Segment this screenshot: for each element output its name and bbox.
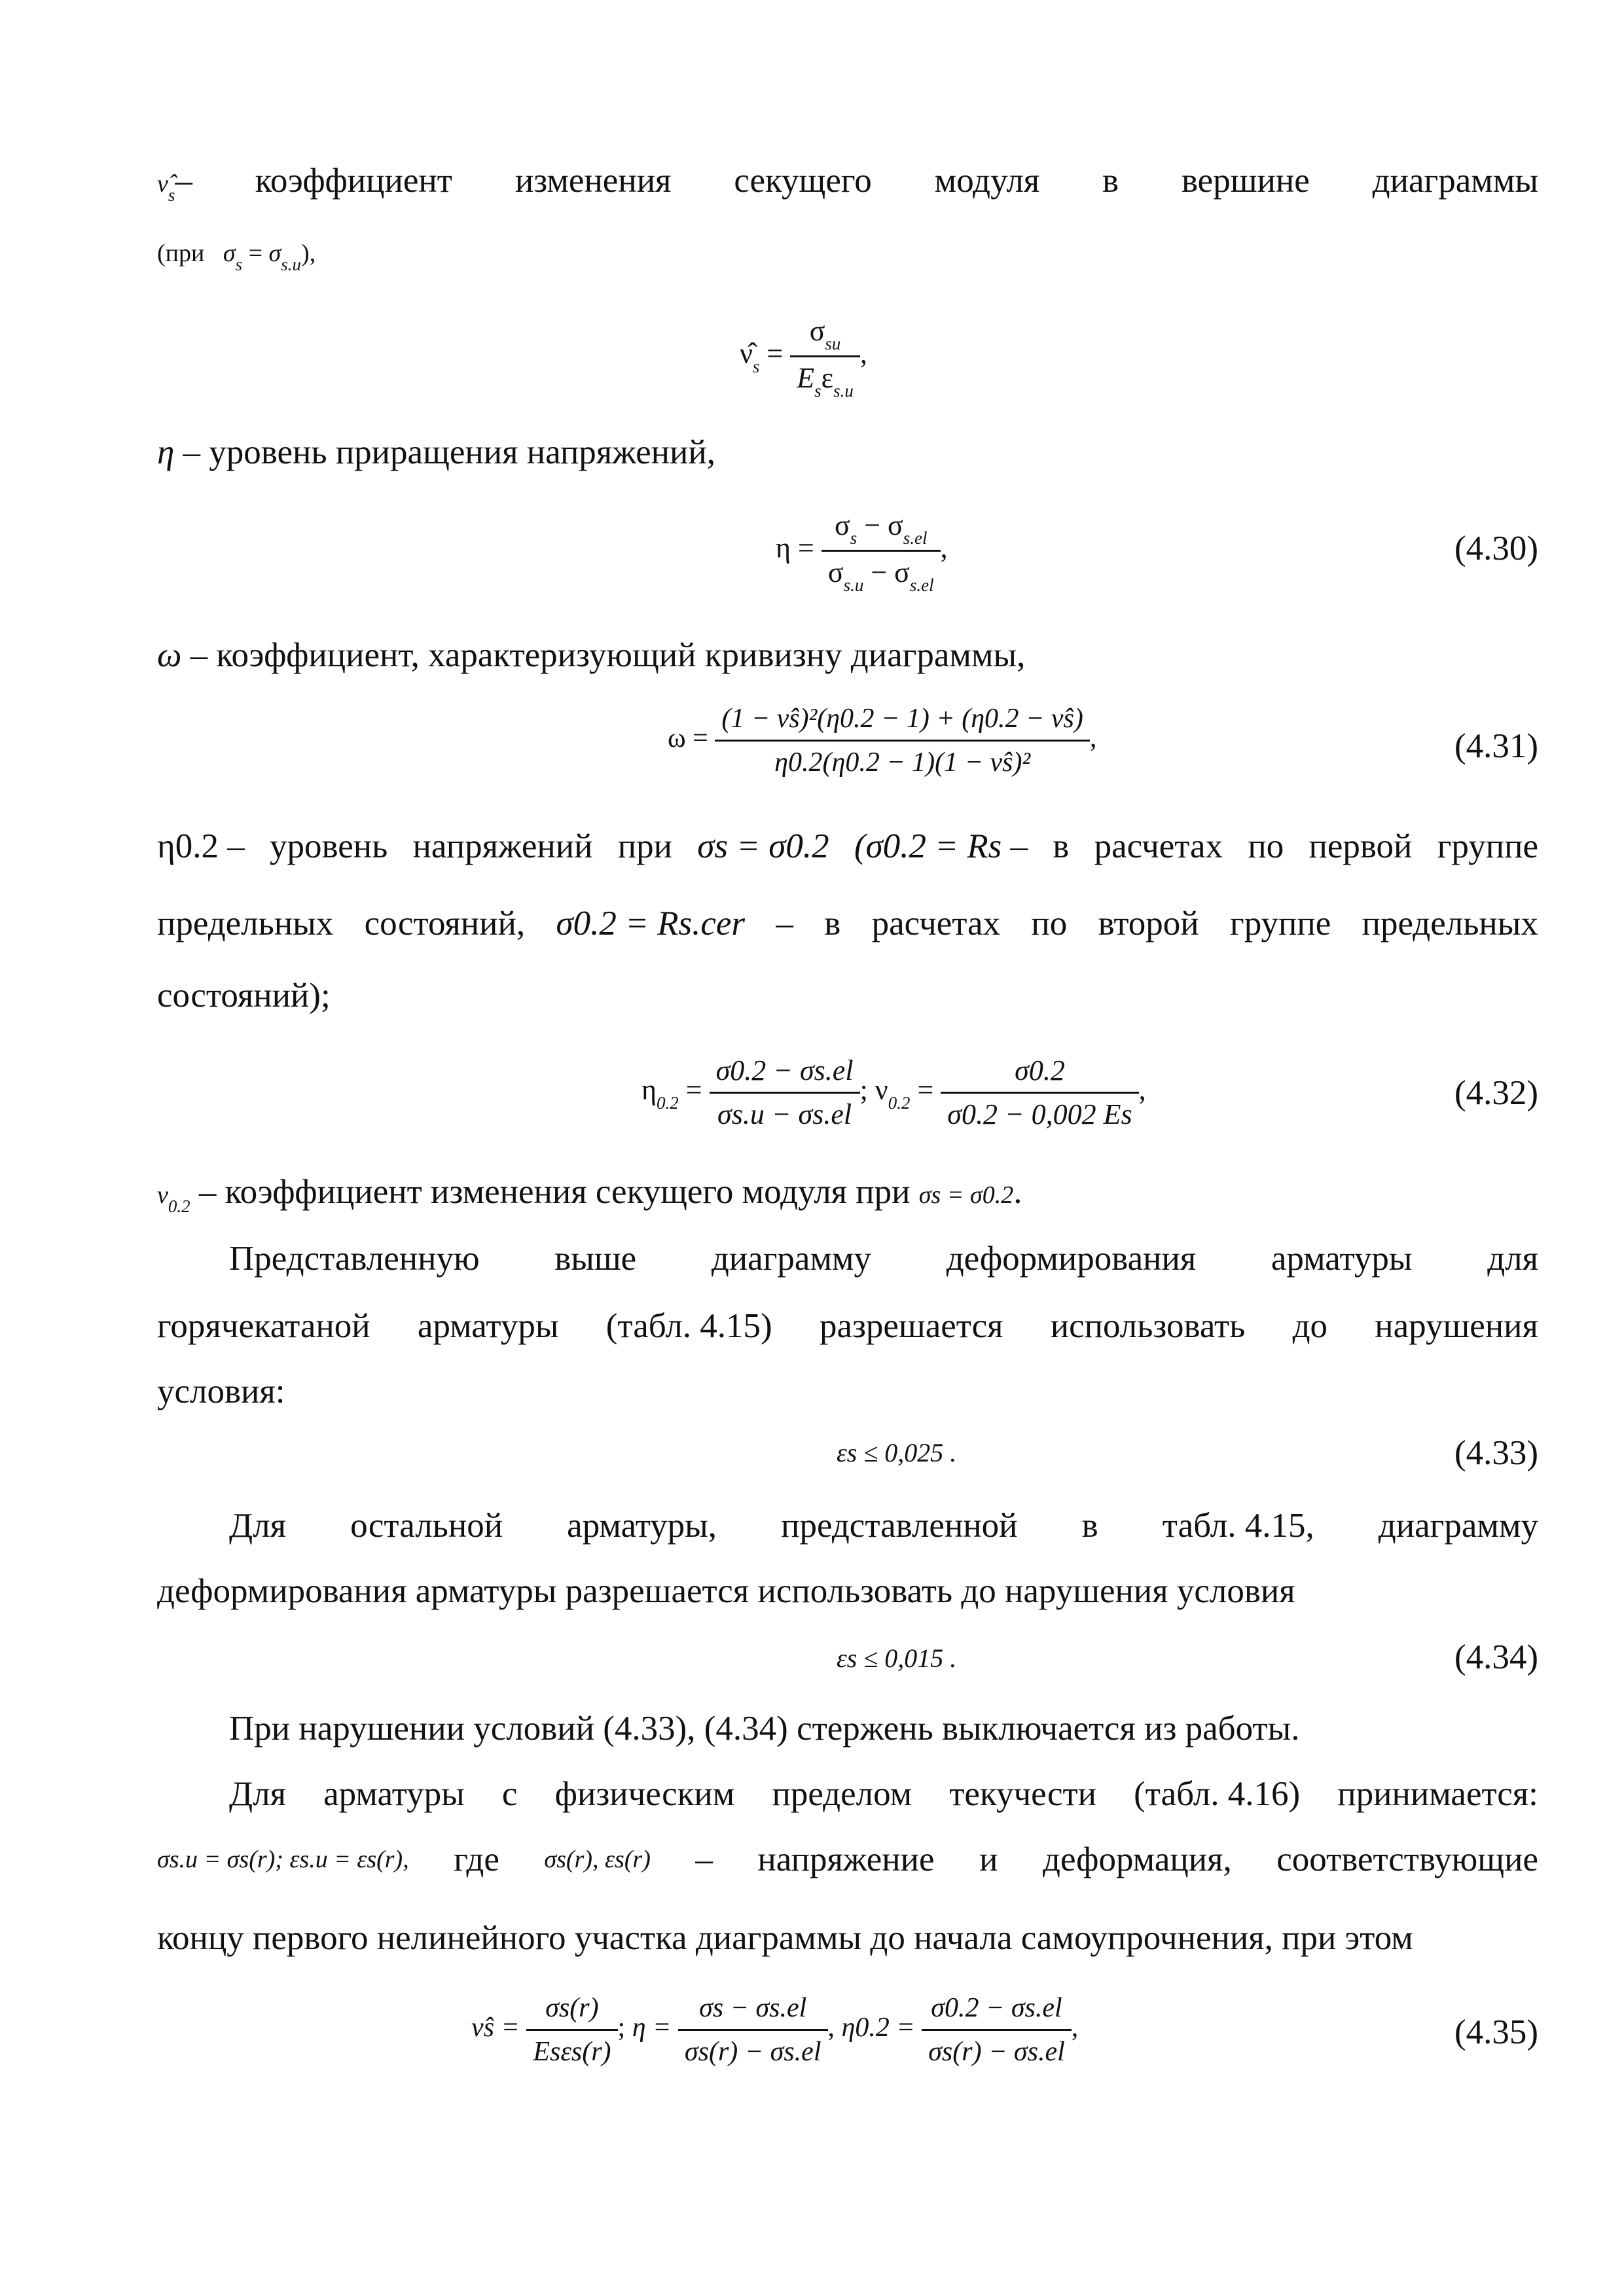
hot-rolled-line-3: условия: [157, 1372, 285, 1410]
formula-nu-hat: $\nû_s$ = $\frac{\sigma_{su}}{E_s\varepsilon_{s.u}}$ , [740, 315, 867, 401]
nu-hat-symbol: $\nû_s-$ [157, 162, 192, 205]
word: диаграммы [1372, 162, 1538, 200]
other-line-2: деформирования арматуры разрешается использовать до нарушения условия [157, 1572, 1295, 1610]
eta02-line-2: предельных состояний, σ0.2 = Rs.cer – в расчетах по второй группе предельных [157, 905, 1538, 942]
formula-4-30: η = $\frac{\sigma_s - \sigma_{s.el}}{\sigma_{s.u} - \sigma_{s.el}}$ , [776, 509, 948, 595]
other-line-1: Для остальной арматуры, представленной в табл. 4.15, диаграмму [229, 1507, 1538, 1545]
word: модуля [934, 162, 1040, 200]
formula-4-35: ν̂s = $\frac{\sigma s(r)}{\text{Esεs(r)}}$ ; η = $\frac{\sigma s - \sigma s.el}{\sigma s(r) - \sigma s.el}$ , η0.2 = $\frac{\sigma 0.2 - \sigma s.el}{\sigma s(r) - \sigma s.el}$ , [471, 1993, 1079, 2067]
word: в [1102, 162, 1119, 200]
hot-rolled-line-2: горячекатаной арматуры (табл. 4.15) разрешается использовать до нарушения [157, 1307, 1538, 1345]
phys-line-2: σs.u = σs(r); εs.u = εs(r), где σs(r), εs(r) – напряжение и деформация, соответствующие [157, 1840, 1538, 1878]
hot-rolled-line-1: Представленную выше диаграмму деформирования арматуры для [229, 1240, 1538, 1278]
equation-number-4-35: (4.35) [1454, 2013, 1538, 2051]
equation-number-4-31: (4.31) [1454, 727, 1538, 765]
omega-definition: ω – коэффициент, характеризующий кривизну диаграммы, [157, 636, 1026, 674]
equation-number-4-33: (4.33) [1454, 1434, 1538, 1472]
formula-4-32: $\eta_{0.2}$ = $\frac{\sigma 0.2 - \sigma s.el}{\sigma s.u - \sigma s.el}$ ; $\nu_{0.2}$ = $\frac{\sigma 0.2}{\sigma 0.2 - 0,002 Es}$ , [641, 1054, 1146, 1130]
equation-number-4-30: (4.30) [1454, 529, 1538, 567]
formula-4-34: εs ≤ 0,015 . [837, 1643, 957, 1673]
para-nu-definition [157, 160, 1538, 206]
word: изменения [514, 162, 672, 200]
equation-number-4-34: (4.34) [1454, 1638, 1538, 1676]
nu02-definition: $\nu_{0.2}$ – коэффициент изменения секущего модуля при σs = σ0.2. [157, 1173, 1022, 1216]
word: вершине [1181, 162, 1310, 200]
violation-paragraph: При нарушении условий (4.33), (4.34) стержень выключается из работы. [229, 1710, 1300, 1748]
phys-line-1: Для арматуры с физическим пределом текучести (табл. 4.16) принимается: [229, 1775, 1538, 1813]
equation-number-4-32: (4.32) [1454, 1074, 1538, 1112]
condition-su: (при $\sigma_s = \sigma_{s.u}$), [157, 240, 316, 274]
phys-line-3: концу первого нелинейного участка диаграммы до начала самоупрочнения, при этом [157, 1919, 1413, 1957]
eta-definition: η – уровень приращения напряжений, [157, 433, 715, 471]
eta02-line-1: η0.2 – уровень напряжений при σs = σ0.2 (σ0.2 = Rs – в расчетах по первой группе [157, 827, 1538, 865]
formula-4-31: ω = $\frac{\text{(1 − ν̂s)²(η0.2 − 1) + (η0.2 − ν̂s)}}{\text{η0.2(η0.2 − 1)(1 − ν̂s)²}}$ , [668, 704, 1097, 778]
word: коэффициент [255, 162, 452, 200]
formula-4-33: εs ≤ 0,025 . [837, 1438, 957, 1467]
eta02-line-3: состояний); [157, 977, 331, 1014]
word: секущего [734, 162, 872, 200]
